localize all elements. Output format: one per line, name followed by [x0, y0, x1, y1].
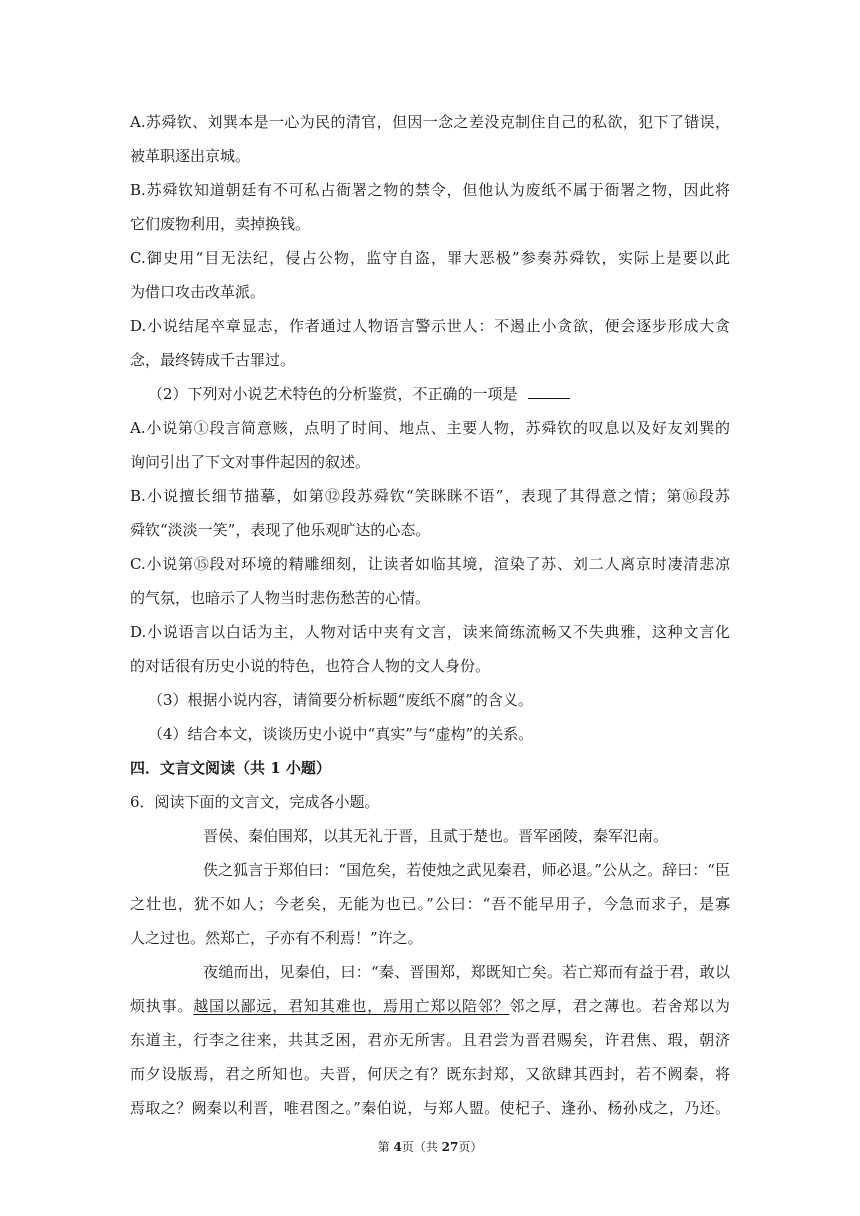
question-4: （4）结合本文，谈谈历史小说中“真实”与“虚构”的关系。	[148, 725, 534, 743]
passage-paragraph-3-line5: 焉取之？阙秦以利晋，唯君图之。”秦伯说，与郑人盟。使杞子、逢孙、杨孙戍之，乃还。	[130, 1099, 730, 1117]
passage-paragraph-3-line1: 夜缒而出，见秦伯，曰：“秦、晋围郑，郑既知亡矣。若亡郑而有益于君，敢以	[203, 963, 730, 981]
option-a-line2: 被革职逐出京城。	[130, 147, 251, 165]
option-c-line2: 为借口攻击改革派。	[130, 283, 266, 301]
dotted-char: 执	[145, 997, 162, 1015]
q2-option-b-line1: B.小说擅长细节描摹，如第⑫段苏舜钦“笑眯眯不语”，表现了其得意之情；第⑯段苏	[130, 487, 730, 505]
question-6-intro: 6．阅读下面的文言文，完成各小题。	[130, 793, 380, 811]
passage-paragraph-2-line2: 之壮也，犹不如人；今老矣，无能为也已。”公曰：“吾不能早用子，今急而求子，是寡	[130, 895, 730, 913]
passage-paragraph-3-line2: 烦执事。越国以鄙远，君知其难也，焉用亡郑以陪邻？邻之厚，君之薄也。若舍郑以为	[130, 997, 730, 1015]
option-d-line1: D.小说结尾卒章显志，作者通过人物语言警示世人：不遏止小贪欲，便会逐步形成大贪	[130, 317, 730, 335]
answer-blank[interactable]	[528, 384, 570, 399]
dotted-char: 侯	[218, 827, 234, 845]
q2-option-d-line1: D.小说语言以白话为主，人物对话中夹有文言，读来简练流畅又不失典雅，这种文言化	[130, 623, 730, 641]
q2-option-a-line1: A.小说第①段言简意赅，点明了时间、地点、主要人物，苏舜钦的叹息以及好友刘巽的	[130, 419, 730, 437]
page-footer: 第 4页（共 27页）	[377, 1140, 483, 1154]
option-c-line1: C.御史用“目无法纪，侵占公物，监守自盗，罪大恶极”参奏苏舜钦，实际上是要以此	[130, 249, 730, 267]
option-a-line1: A.苏舜钦、刘巽本是一心为民的清官，但因一念之差没克制住自己的私欲，犯下了错误，	[130, 113, 730, 131]
passage-paragraph-2-line3: 人之过也。然郑亡，子亦有不利焉！”许之。	[130, 929, 423, 947]
question-2-stem	[148, 384, 748, 404]
q2-option-a-line2: 询问引出了下文对事件起因的叙述。	[130, 453, 371, 471]
q2-option-b-line2: 舜钦“淡淡一笑”，表现了他乐观旷达的心态。	[130, 521, 431, 539]
page-number: 4	[393, 1140, 402, 1154]
dotted-char: 事	[161, 997, 178, 1015]
underlined-sentence: 越国以鄙远，君知其难也，焉用亡郑以陪邻？	[193, 997, 510, 1015]
question-2-text: （2）下列对小说艺术特色的分析鉴赏，不正确的一项是	[148, 385, 518, 403]
option-b-line2: 它们废物利用，卖掉换钱。	[130, 215, 311, 233]
q2-option-c-line1: C.小说第⑮段对环境的精雕细刻，让读者如临其境，渲染了苏、刘二人离京时凄清悲凉	[130, 555, 730, 573]
passage-paragraph-1: 晋侯、秦伯围郑，以其无礼于晋，且贰于楚也。晋军函陵，秦军氾南。	[203, 827, 669, 845]
question-3: （3）根据小说内容，请简要分析标题“废纸不腐”的含义。	[148, 691, 533, 709]
passage-paragraph-3-line4: 而夕设版焉，君之所知也。夫晋，何厌之有？既东封郑，又欲肆其西封，若不阙秦，将	[130, 1065, 730, 1083]
option-d-line2: 念，最终铸成千古罪过。	[130, 351, 296, 369]
section-heading: 四．文言文阅读（共 1 小题）	[130, 759, 331, 777]
q2-option-d-line2: 的对话很有历史小说的特色，也符合人物的文人身份。	[130, 657, 491, 675]
q2-option-c-line2: 的气氛，也暗示了人物当时悲伤愁苦的心情。	[130, 589, 431, 607]
passage-paragraph-2-line1: 佚之狐言于郑伯曰：“国危矣，若使烛之武见秦君，师必退。”公从之。辞曰：“臣	[203, 861, 730, 879]
option-b-line1: B.苏舜钦知道朝廷有不可私占衙署之物的禁令，但他认为废纸不属于衙署之物，因此将	[130, 181, 730, 199]
total-pages: 27	[441, 1140, 459, 1154]
passage-paragraph-3-line3: 东道主，行李之往来，共其乏困，君亦无所害。且君尝为晋君赐矣，许君焦、瑕，朝济	[130, 1031, 730, 1049]
